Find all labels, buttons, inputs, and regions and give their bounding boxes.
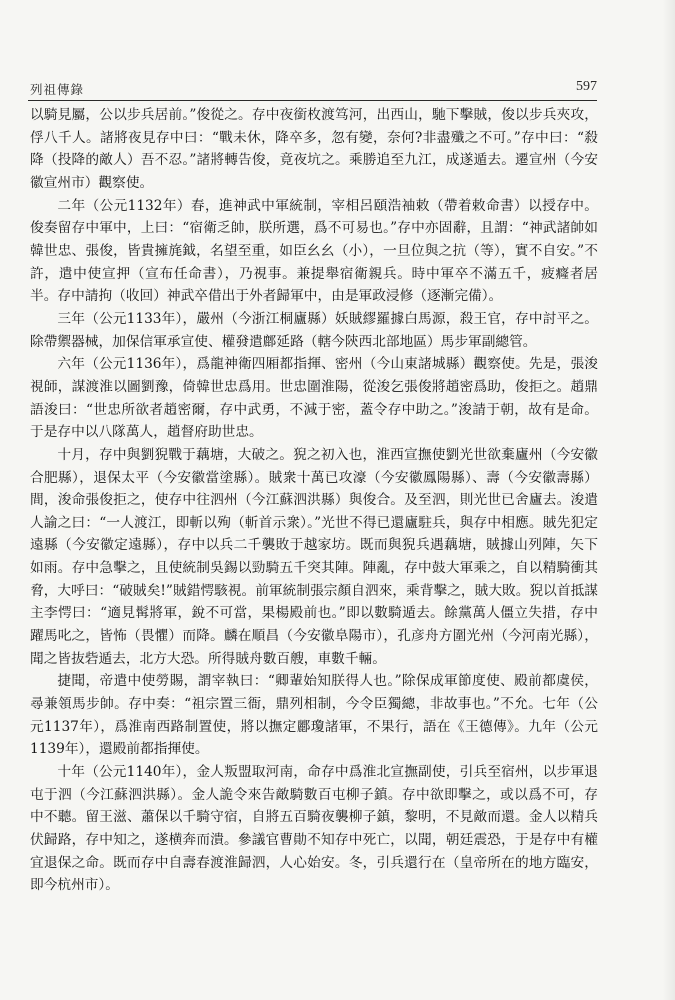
body-text [30,104,598,897]
paragraph: 六年（公元1136年），爲龍神衛四厢都指揮、密州（今山東諸城縣）觀察使。先是，張浚視師，謀渡淮以圖劉豫，倚韓世忠爲用。世忠圍淮陽，從浚乞張俊將趙密爲助，俊拒之。趙鼎語浚曰：“世忠所欲者趙密爾，存中武勇，不減于密，蓋令存中助之。”浚請于朝，故有是命。于是存中以八隊萬人，趙督府助世忠。 [30,356,598,441]
paragraph: 三年（公元1133年），嚴州（今浙江桐廬縣）妖賊繆羅據白馬源，殺王官，存中討平之。除帶禦器械，加保信軍承宣使、權發遣鄜延路（轄今陝西北部地區）馬步軍副總管。 [30,310,598,350]
page-number: 597 [576,79,597,94]
book-title: 列祖傳錄 [30,82,85,97]
running-header [28,78,597,101]
paragraph: 二年（公元1132年）春，進神武中軍統制，宰相呂頤浩袖敕（帶着敕命書）以授存中。俊奏留存中軍中，上曰：“宿衛乏帥，朕所選，爲不可易也。”存中亦固辭，且謂：“神武諸帥如韓世忠、張俊，皆貴擁旄鉞，名望至重，如臣幺幺（小），一旦位與之抗（等），實不自安。”不許，遣中使宣押（宣布任命書），乃視事。兼提舉宿衛親兵。時中軍卒不滿五千，疲癃者居半。存中請拘（收回）神武卒借出于外者歸軍中，由是軍政浸修（逐漸完備）。 [30,197,598,305]
paragraph: 捷聞，帝遣中使勞賜，謂宰執曰：“卿輩始知朕得人也。”除保成軍節度使、殿前都虞侯，尋兼領馬步帥。存中奏：“祖宗置三衙，鼎列相制，今令臣獨總，非故事也。”不允。七年（公元1137年），爲淮南西路制置使，將以撫定酈瓊諸軍，不果行，語在《王德傳》。九年（公元1139年），還殿前都指揮使。 [30,673,598,758]
scan-edge-shadow [663,0,675,1000]
paragraph: 十月，存中與劉猊戰于藕塘，大破之。猊之初入也，淮西宣撫使劉光世欲棄廬州（今安徽合肥縣），退保太平（今安徽當塗縣）。賊衆十萬已攻濠（今安徽鳳陽縣）、壽（今安徽壽縣）間，浚命張俊拒之，使存中往泗州（今江蘇泗洪縣）與俊合。及至泗，則光世已舍廬去。浚遣人諭之曰：“一人渡江，即斬以殉（斬首示衆）。”光世不得已還廬駐兵，與存中相應。賊先犯定遠縣（今安徽定遠縣），存中以兵二千襲敗于越家坊。既而與猊兵遇藕塘，賊據山列陣，矢下如雨。存中急擊之，且使統制吳錫以勁騎五千突其陣。陣亂，存中鼓大軍乘之，自以精騎衝其脅，大呼曰：“破賊矣!”賊錯愕駭視。前軍統制張宗顏自泗來，乘背擊之，賊大敗。猊以首抵謀主李愕曰：“適見髯將軍，銳不可當，果楊殿前也。”即以數騎遁去。餘黨萬人僵立失措，存中躍馬叱之，皆怖（畏懼）而降。麟在順昌（今安徽阜陽市），孔彦舟方圍光州（今河南光縣），聞之皆抜砦遁去，北方大恐。所得賊舟數百艘，車數千輛。 [30,446,598,667]
paragraph: 以騎見屬，公以步兵居前。”俊從之。存中夜銜枚渡笃河，出西山，馳下擊賊，俊以步兵夾攻，俘八千人。諸將夜見存中曰：“戰未休，降卒多，忽有變，奈何?非盡殲之不可。”存中曰：“殺降（投降的敵人）吾不忍。”諸將轉告俊，竟夜坑之。乘勝追至九江，成遂遁去。遷宣州（今安徽宣州市）觀察使。 [30,107,598,191]
paragraph: 十年（公元1140年），金人叛盟取河南，命存中爲淮北宣撫副使，引兵至宿州，以步軍退屯于泗（今江蘇泗洪縣）。金人詭令來告敵騎數百屯柳子鎮。存中欲即擊之，或以爲不可，存中不聽。留王滋、蕭保以千騎守宿，自將五百騎夜襲柳子鎮，黎明，不見敵而還。金人以精兵伏歸路，存中知之，遂横奔而潰。參議官曹勛不知存中死亡，以聞，朝廷震恐，于是存中有權宜退保之命。既而存中自壽春渡淮歸泗，人心始安。冬，引兵還行在（皇帝所在的地方臨安，即今杭州市）。 [30,764,598,894]
